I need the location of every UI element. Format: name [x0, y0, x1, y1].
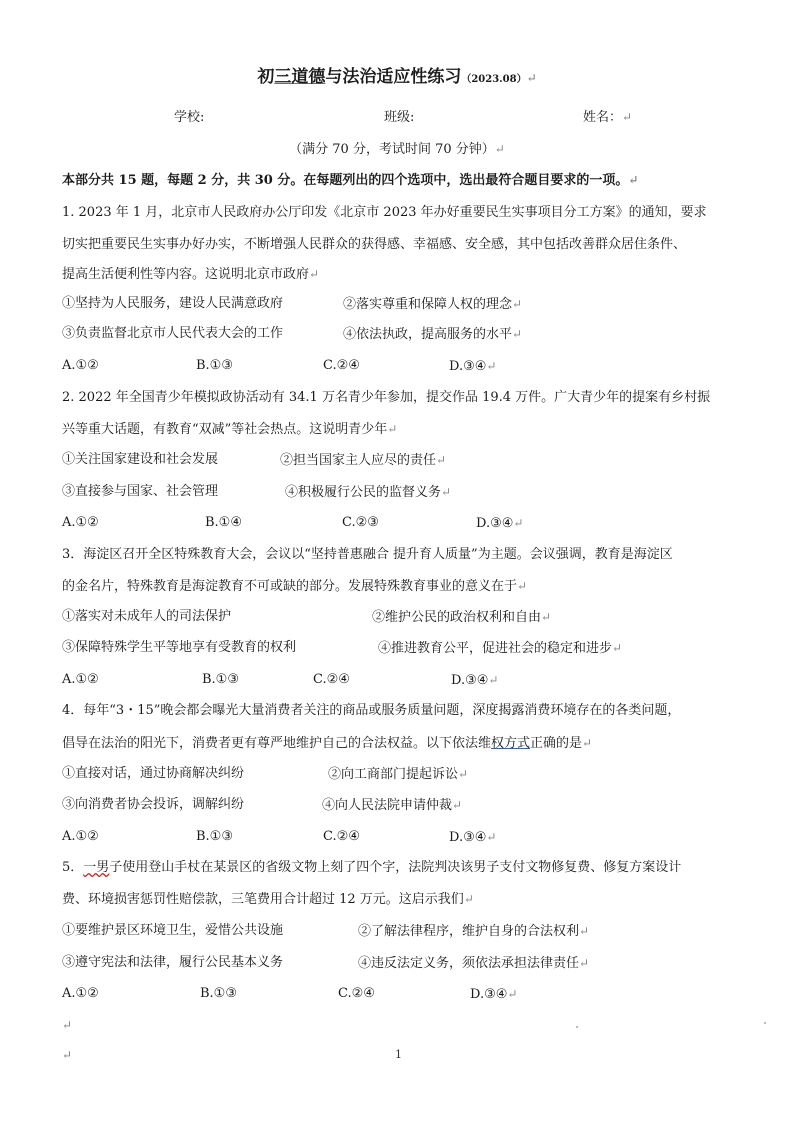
- q5-choice-d-text: D.③④: [470, 987, 508, 1002]
- q4-choice-c: C.②④: [323, 829, 360, 844]
- section-intro: [62, 172, 638, 189]
- paragraph-mark-icon: ↵: [387, 422, 398, 436]
- paragraph-mark-icon: ↵: [441, 485, 452, 499]
- q4-stem-line-2: [62, 735, 592, 752]
- q5-number: 5．: [62, 860, 84, 875]
- q1-statement-4: [343, 326, 522, 343]
- q3-stem-line-2-text: 的金名片，特殊教育是海淀教育不可或缺的部分。发展特殊教育事业的意义在于: [62, 579, 518, 594]
- q1-stem-line-3: [62, 266, 319, 283]
- q5-statement-3: ③遵守宪法和法律，履行公民基本义务: [62, 955, 284, 970]
- paragraph-mark-icon: ↵: [309, 267, 320, 281]
- class-label: 班级:: [384, 110, 415, 125]
- title-text-post: 与法治适应性练习: [325, 67, 462, 87]
- paragraph-mark-icon: ↵: [512, 297, 523, 311]
- q1-stem-line-1: 1. 2023 年 1 月，北京市人民政府办公厅印发《北京市 2023 年办好重要民生实事项目分工方案》的通知，要求: [62, 205, 707, 220]
- q5-choice-c: C.②④: [338, 986, 375, 1001]
- q3-choice-b: B.①③: [202, 672, 239, 687]
- q4-statement-2: [328, 766, 468, 783]
- q3-statement-4: [378, 640, 622, 657]
- name-label: 姓名：: [583, 110, 623, 125]
- paragraph-mark-icon: ↵: [517, 579, 528, 593]
- score-note: [0, 138, 794, 157]
- q1-statement-1: ①坚持为人民服务，建设人民满意政府: [62, 296, 284, 311]
- score-note-text: （满分 70 分，考试时间 70 分钟）: [289, 142, 495, 157]
- q4-choice-d-text: D.③④: [449, 830, 487, 845]
- q4-choice-b: B.①③: [196, 829, 233, 844]
- q4-statement-4: [322, 797, 462, 814]
- q3-statement-1: ①落实对未成年人的司法保护: [62, 609, 232, 624]
- q4-statement-4-text: ④向人民法院申请仲裁: [322, 798, 453, 813]
- scan-speck: [764, 1022, 766, 1024]
- q5-statement-4-text: ④违反法定义务，须依法承担法律责任: [358, 956, 580, 971]
- q3-choice-d-text: D.③④: [451, 673, 489, 688]
- paragraph-mark-icon: ↵: [488, 673, 499, 687]
- paragraph-mark-icon: ↵: [436, 453, 447, 467]
- q5-stem-line-1: [62, 860, 681, 876]
- q2-stem-line-1: 2. 2022 年全国青少年模拟政协活动有 34.1 万名青少年参加，提交作品 19.4 万件。广大青少年的提案有乡村振: [62, 390, 711, 405]
- q4-stem-underlined-word: 权方式: [491, 736, 531, 751]
- q5-spellcheck-word: 一男: [83, 860, 110, 875]
- paragraph-mark-icon: ↵: [452, 798, 463, 812]
- name-label-wrap: [583, 106, 632, 125]
- q1-statement-4-text: ④依法执政，提高服务的水平: [343, 327, 513, 342]
- title-text-pre: 初: [257, 67, 275, 87]
- q2-statement-4: [285, 484, 451, 501]
- q3-statement-4-text: ④推进教育公平，促进社会的稳定和进步: [378, 641, 613, 656]
- q1-choice-b: B.①③: [196, 358, 233, 373]
- q4-stem-line-2-post: 正确的是: [530, 736, 583, 751]
- q2-statement-1: ①关注国家建设和社会发展: [62, 452, 219, 467]
- q5-stem-line-1-text: 子使用登山手杖在某景区的省级文物上刻了四个字，法院判决该男子支付文物修复费、修复方案设计: [109, 860, 682, 875]
- q2-statement-3: ③直接参与国家、社会管理: [62, 484, 219, 499]
- q1-choice-d-text: D.③④: [449, 359, 487, 374]
- q5-stem-line-2: [62, 891, 474, 908]
- q3-choice-c: C.②④: [313, 672, 350, 687]
- title-date: （2023.08）: [461, 74, 527, 85]
- q4-stem-line-2-pre: 倡导在法治的阳光下，消费者更有尊严地维护自己的合法权益。以下依法维: [62, 736, 492, 751]
- paragraph-mark-icon: ↵: [622, 110, 633, 124]
- paragraph-mark-icon: ↵: [582, 736, 593, 750]
- paragraph-mark-icon: ↵: [62, 1048, 73, 1062]
- section-intro-text: 本部分共 15 题，每题 2 分，共 30 分。在每题列出的四个选项中，选出最符合题目要求的一项。: [62, 173, 629, 188]
- paragraph-mark-icon: ↵: [507, 987, 518, 1001]
- page-number: 1: [395, 1048, 402, 1061]
- q4-choice-d: [449, 829, 496, 846]
- q5-statement-1: ①要维护景区环境卫生，爱惜公共设施: [62, 923, 284, 938]
- title-text-underlined: 三道德: [274, 67, 326, 87]
- q2-stem-line-2: [62, 421, 397, 438]
- q1-choice-a: A.①②: [62, 358, 99, 373]
- q4-statement-3: ③向消费者协会投诉，调解纠纷: [62, 797, 245, 812]
- q2-stem-line-2-text: 兴等重大话题，有教育“双减”等社会热点。这说明青少年: [62, 422, 388, 437]
- q3-choice-a: A.①②: [62, 672, 99, 687]
- paragraph-mark-icon: ↵: [526, 71, 537, 85]
- paragraph-mark-icon: ↵: [458, 767, 469, 781]
- paragraph-mark-icon: ↵: [512, 327, 523, 341]
- q4-choice-a: A.①②: [62, 829, 99, 844]
- paragraph-mark-icon: ↵: [494, 142, 505, 156]
- q5-stem-line-2-text: 费、环境损害惩罚性赔偿款，三笔费用合计超过 12 万元。这启示我们: [62, 892, 464, 907]
- q2-choice-d: [476, 515, 523, 532]
- q1-statement-2: [343, 296, 522, 313]
- q1-stem-line-3-text: 提高生活便利性等内容。这说明北京市政府: [62, 267, 310, 282]
- q1-statement-2-text: ②落实尊重和保障人权的理念: [343, 297, 513, 312]
- paragraph-mark-icon: ↵: [579, 956, 590, 970]
- paragraph-mark-icon: ↵: [463, 892, 474, 906]
- q5-statement-2: [358, 923, 589, 940]
- q4-statement-1: ①直接对话，通过协商解决纠纷: [62, 766, 245, 781]
- paragraph-mark-icon: ↵: [486, 830, 497, 844]
- paragraph-mark-icon: ↵: [628, 173, 639, 187]
- q1-stem-line-2: 切实把重要民生实事办好办实，不断增强人民群众的获得感、幸福感、安全感，其中包括改善群众居住条件、: [62, 237, 687, 252]
- q3-statement-3: ③保障特殊学生平等地享有受教育的权利: [62, 640, 297, 655]
- q5-choice-a: A.①②: [62, 986, 99, 1001]
- q2-choice-b: B.①④: [205, 515, 242, 530]
- q2-statement-2-text: ②担当国家主人应尽的责任: [280, 453, 437, 468]
- q4-stem-line-1: 4．每年“3・15”晚会都会曝光大量消费者关注的商品或服务质量问题，深度揭露消费环境存在的各类问题，: [62, 703, 681, 718]
- q4-statement-2-text: ②向工商部门提起诉讼: [328, 767, 459, 782]
- paragraph-mark-icon: ↵: [62, 1018, 73, 1032]
- q3-stem-line-1: 3．海淀区召开全区特殊教育大会，会议以“坚持普惠融合 提升育人质量”为主题。会议强调，教育是海淀区: [62, 547, 673, 562]
- scan-speck: [576, 1026, 578, 1028]
- paragraph-mark-icon: ↵: [541, 610, 552, 624]
- q5-statement-2-text: ②了解法律程序，维护自身的合法权利: [358, 924, 580, 939]
- paragraph-mark-icon: ↵: [486, 359, 497, 373]
- school-label: 学校:: [174, 110, 205, 125]
- q3-choice-d: [451, 672, 498, 689]
- q5-choice-d: [470, 986, 517, 1003]
- paragraph-mark-icon: ↵: [612, 641, 623, 655]
- q1-choice-d: [449, 358, 496, 375]
- q3-stem-line-2: [62, 578, 527, 595]
- q3-statement-2: [372, 609, 551, 626]
- q2-choice-c: C.②③: [342, 515, 379, 530]
- q5-statement-4: [358, 955, 589, 972]
- q2-choice-a: A.①②: [62, 515, 99, 530]
- q2-statement-2: [280, 452, 446, 469]
- q3-statement-2-text: ②维护公民的政治权利和自由: [372, 610, 542, 625]
- paragraph-mark-icon: ↵: [513, 516, 524, 530]
- q1-choice-c: C.②④: [323, 358, 360, 373]
- page-title: [0, 66, 794, 91]
- q2-choice-d-text: D.③④: [476, 516, 514, 531]
- q2-statement-4-text: ④积极履行公民的监督义务: [285, 485, 442, 500]
- q1-statement-3: ③负责监督北京市人民代表大会的工作: [62, 326, 284, 341]
- paragraph-mark-icon: ↵: [579, 924, 590, 938]
- q5-choice-b: B.①③: [200, 986, 237, 1001]
